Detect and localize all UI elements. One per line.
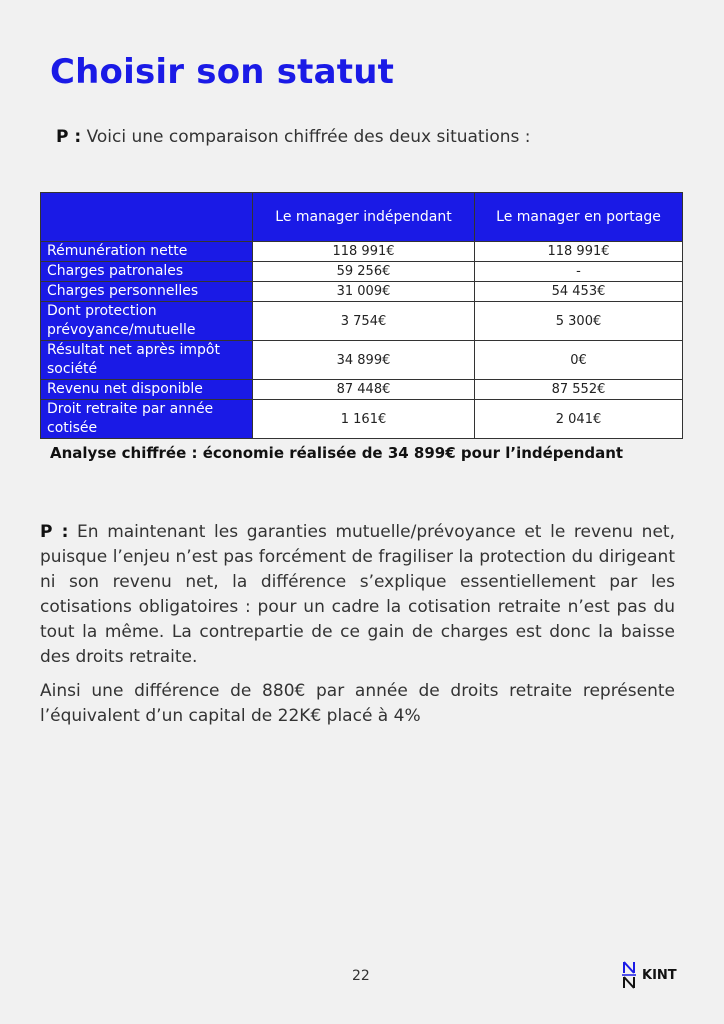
- cell-independant: 87 448€: [253, 380, 475, 400]
- cell-independant: 118 991€: [253, 242, 475, 262]
- cell-portage: 118 991€: [475, 242, 683, 262]
- row-label: Rémunération nette: [41, 242, 253, 262]
- cell-portage: 2 041€: [475, 400, 683, 439]
- cell-portage: 87 552€: [475, 380, 683, 400]
- cell-independant: 3 754€: [253, 302, 475, 341]
- table-row: [41, 400, 683, 439]
- table-header-row: [41, 193, 683, 242]
- table-row: [41, 302, 683, 341]
- row-label: Charges personnelles: [41, 282, 253, 302]
- analysis-summary: Analyse chiffrée : économie réalisée de 34 899€ pour l’indépendant: [50, 444, 624, 462]
- paragraph-conclusion: Ainsi une différence de 880€ par année de droits retraite représente l’équivalent d’un capital de 22K€ placé à 4%: [40, 681, 675, 726]
- table-header-empty: [41, 193, 253, 242]
- table-header-independant: Le manager indépendant: [253, 193, 475, 242]
- cell-independant: 59 256€: [253, 262, 475, 282]
- table-row: [41, 242, 683, 262]
- page-number: 22: [352, 968, 370, 984]
- row-label: Droit retraite par année cotisée: [41, 400, 253, 439]
- table-row: [41, 341, 683, 380]
- table-header-portage: Le manager en portage: [475, 193, 683, 242]
- table-row: [41, 380, 683, 400]
- cell-portage: 54 453€: [475, 282, 683, 302]
- speaker-prefix: P :: [40, 522, 69, 542]
- row-label: Revenu net disponible: [41, 380, 253, 400]
- intro-body: Voici une comparaison chiffrée des deux situations :: [86, 127, 531, 147]
- brand-logo: [622, 960, 677, 990]
- speaker-prefix: P :: [56, 127, 82, 147]
- row-label: Charges patronales: [41, 262, 253, 282]
- cell-independant: 31 009€: [253, 282, 475, 302]
- cell-portage: 5 300€: [475, 302, 683, 341]
- paragraph-explanation: [40, 520, 675, 670]
- logo-text: KINT: [642, 967, 677, 983]
- cell-independant: 1 161€: [253, 400, 475, 439]
- row-label: Résultat net après impôt société: [41, 341, 253, 380]
- comparison-table: [40, 192, 683, 439]
- kint-logo-icon: [622, 960, 638, 990]
- table-row: [41, 282, 683, 302]
- intro-text: [56, 127, 530, 147]
- paragraph-body: En maintenant les garanties mutuelle/prévoyance et le revenu net, puisque l’enjeu n’est pas forcément de fragiliser la protection du dirigeant ni son revenu net, la différence s’explique essentiellement par les cotisations obligatoires : pour un cadre la cotisation retraite n’est pas du tout la même. La contrepartie de ce gain de charges est donc la baisse des droits retraite.: [40, 522, 675, 667]
- row-label: Dont protection prévoyance/mutuelle: [41, 302, 253, 341]
- cell-portage: -: [475, 262, 683, 282]
- cell-independant: 34 899€: [253, 341, 475, 380]
- cell-portage: 0€: [475, 341, 683, 380]
- page-title: Choisir son statut: [50, 52, 395, 92]
- table-row: [41, 262, 683, 282]
